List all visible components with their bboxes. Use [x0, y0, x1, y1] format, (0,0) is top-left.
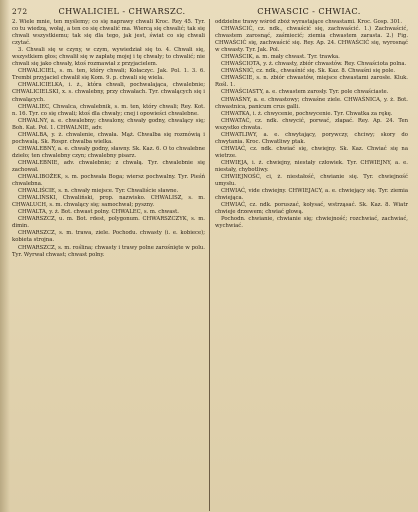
dictionary-entry: CHWAŚCIASTY, a. e. chwastem zarosły. Tyr. pole chwaściaste.: [221, 89, 389, 96]
dictionary-entry: CHWAŚNY, a. e. chwastowy; chwaśne ziele. CHWAŚNICA, y. ż. Bot. chwastnica, panicum crus galli.: [215, 96, 408, 110]
dictionary-entry: CHWALBA, y. ż. chwalenie, chwała. Mąż. Chwalba się rozmówią i pochwalą. Sk. Rospr. chwalba wielka.: [12, 131, 205, 145]
dictionary-entry: CHWARSZCZ, s. m. trawa, ziele. Pochodu. chwasty (i. e. kobiece); kobieta strojna.: [12, 230, 205, 244]
dictionary-entry: CHWALIBOŻEK, s. m. pochwała Boga; wiersz pochwalny. Tyr. Pieśń chwalebna.: [12, 174, 205, 188]
dictionary-entry: CHWALIEC, Chwalca, chwalebnik, s. m. ten, który chwali; Rey. Kot. n. 16. Tyr. co się chwali; ktoś dla chwały; cnej i opowieści chwalebne.: [12, 103, 205, 117]
dictionary-entry: CHWALTA, y. ż. Bot. chwast polny. CHWALEC, s. m. chwast.: [18, 209, 179, 216]
dictionary-entry: CHWIAĆ, vide chwiejny. CHWIEJACY, a. e. chwiejący się. Tyr. ziemia chwiejąca.: [215, 188, 408, 202]
dictionary-entry: CHWALICIEL, s. m. ten, który chwali; Kołaczyc. Jak. Pol. 1. 3. 6. Trembi przyjaciel chwalił się Kom. 9. p. chwali się wiela.: [12, 68, 205, 82]
dictionary-entry: CHWAŚCIE, s. n. zbiór chwastów, miejsce chwastami zarosłe. Kluk. Rośl. 1.: [215, 75, 408, 89]
right-column: [209, 19, 408, 511]
dictionary-entry: CHWATKA, i. ż. chwycenie, pochwycenie. Tyr. Chwatka za rękę.: [221, 110, 393, 117]
dictionary-entry: oddzielne trawy wśród zbóż wyrastające chwastami. Kroc. Gosp. 301.: [215, 19, 403, 25]
dictionary-entry: CHWALIŚCIE, s. n. chwały miejsce. Tyr. Chwaliście sławne.: [18, 188, 179, 195]
dictionary-entry: CHWALIŃSKI, Chwaliński, prop. nazwisko. CHWALISZ, s. m. CHWALUCH, s. m. chwalący się; samochwał; pyszny.: [12, 195, 205, 209]
left-column: [12, 19, 209, 511]
dictionary-entry: CHWIEJA, i. ż. chwiejny, niestały człowiek. Tyr. CHWIEJNY, a. e. niestały, chybotliwy.: [215, 159, 408, 173]
dictionary-entry: CHWARSZCZ, u. m. Bot. rdest, polygonum. CHWARSZCZYK, s. m. dimin.: [12, 216, 205, 230]
dictionary-entry: CHWALICIELKA, i. ż., która chwali, pochwalająca, chwalebnie; CHWALICIELSKI, x. s. chwalebny, przy chwałach. Tyr. chwalących się i chwalących.: [12, 82, 205, 103]
dictionary-entry: CHWATLIWY, a. e. chwytający, porywczy, chciwy; skory do chwytania. Kroc. Chwatliwy ptak.: [215, 131, 408, 145]
dictionary-entry: CHWIAĆ, cz. ndk. chwiać się, chwiejny. Sk. Kaz. Chwiać się na wietrze.: [215, 145, 408, 159]
dictionary-entry: CHWAŚCIOTA, y. ż. chwasty, zbiór chwastów. Rey. Chwaściota polna.: [221, 61, 407, 68]
dictionary-entry: CHWATAĆ, cz. ndk. chwycić, porwać, złapać. Rey. Ap. 24. Ten wszystko chwata.: [215, 117, 408, 131]
page-number: 272: [12, 7, 28, 16]
dictionary-entry: Pochodn. chwianie, chwianie się; chwiejność; rozchwiać, zachwiać, wychwiać.: [215, 216, 408, 230]
dictionary-entry: CHWARSZCZ, s. m. roślina; chwasty i trawy polne zarośnięte w polu. Tyr. Wyrwał chwast; chwast polny.: [12, 244, 205, 258]
dictionary-entry: CHWIAĆ, cz. ndk. poruszać, kołysać, wstrząsać. Sk. Kaz. 8. Wiatr chwieje drzewem; chwiać głową.: [215, 202, 408, 216]
dictionary-entry: CHWIEJNOŚĆ, ci, ż. niestałość, chwianie się. Tyr. chwiejność umysłu.: [215, 174, 408, 188]
text-columns: [12, 19, 408, 511]
dictionary-entry: 3. Chwali się w czyny, w czym, wywiedział się to. 4. Chwali się, wszystkiem głos; chwalił się w zapłatę mojej i tę chwały; to chwalić; nie chwali się jako chwały, ktoś rozmawiał z przyjacielem.: [12, 47, 205, 68]
running-head: [12, 6, 408, 17]
dictionary-entry: CHWALEBNIE, adv. chwalebnie; z chwałą. Tyr. chwalebnie się zachował.: [12, 159, 205, 173]
right-running-head: CHWASCIC - CHWIAC.: [257, 6, 361, 16]
left-running-head: CHWALICIEL - CHWARSZC.: [58, 6, 186, 16]
dictionary-entry: 2. Wiele mnie, ten myślemy; co się naprawy chwali Kroc. Rey 45. Tyr. co tu wiedzą, wołaj, a ten co się chwalić ma. Wiercą się chwalić; tak się chwali wszystkiemu; tak się dla tego, jak jest, świat co się chwali czytać.: [12, 19, 205, 47]
dictionary-entry: CHWAŚCIK, a. m. mały chwast. Tyr. trawka.: [221, 54, 340, 61]
dictionary-entry: CHWALEBNY, a. e. chwały godny, sławny. Sk. Kaz. 6. O to chwalebne dzieło; ten chwalebny czyn; chwalebny pisarz.: [12, 145, 205, 159]
dictionary-entry: CHWAŚCIĆ, cz. ndk., chwaścić się, zachwaścić. 1.) Zachwaścić, chwastem zarosnąć, zaśmiecić; ziemia chwastem zarasta. 2.) Fig. CHWAŚCIĆ się, zachwaścić się. Rey. Ap. 24. CHWAŚCIĆ się, wyrosnąć w chwasty. Tyr. Jak. Pol.: [215, 26, 408, 54]
dictionary-entry: CHWALNY, a. e. chwalebny; chwalony, chwały godny, chwalący się; Boh. Kat. Pol. 1. CHWALNIE, adv.: [12, 117, 205, 131]
dictionary-entry: CHWAŚNIĆ, cz. ndk., chwaśnić się. Sk. Kaz. 8. Chwaśni się pole.: [221, 68, 396, 75]
